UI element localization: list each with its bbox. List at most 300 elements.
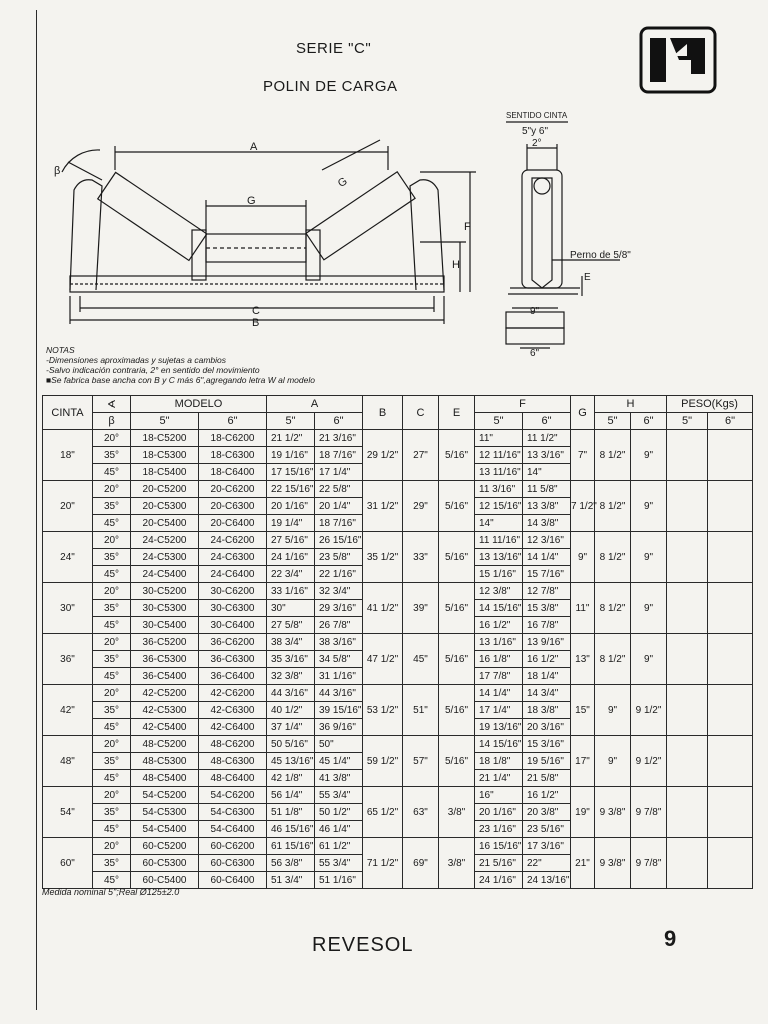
a-5-cell: 30" — [267, 600, 315, 617]
a-6-cell: 18 7/16" — [315, 447, 363, 464]
g-cell: 21" — [571, 838, 595, 889]
peso-6-cell — [708, 838, 753, 889]
modelo-5-cell: 18-C5400 — [131, 464, 199, 481]
dim-g-incline-label: G — [335, 175, 350, 191]
b-cell: 35 1/2" — [363, 532, 403, 583]
col-a: A — [267, 396, 363, 413]
col-a-6: 6" — [315, 413, 363, 430]
h-5-cell: 9" — [595, 736, 631, 787]
a-5-cell: 19 1/4" — [267, 515, 315, 532]
a-5-cell: 35 3/16" — [267, 651, 315, 668]
f-6-cell: 19 5/16" — [523, 753, 571, 770]
beta-cell: 20° — [93, 736, 131, 753]
f-6-cell: 13 3/8" — [523, 498, 571, 515]
table-row — [43, 838, 753, 855]
f-5-cell: 13 11/16" — [475, 464, 523, 481]
modelo-6-cell: 48-C6200 — [199, 736, 267, 753]
a-5-cell: 46 15/16" — [267, 821, 315, 838]
f-6-cell: 13 9/16" — [523, 634, 571, 651]
page-margin-line — [36, 10, 37, 1010]
modelo-5-cell: 20-C5300 — [131, 498, 199, 515]
modelo-6-cell: 48-C6300 — [199, 753, 267, 770]
c-cell: 27" — [403, 430, 439, 481]
f-5-cell: 16 1/2" — [475, 617, 523, 634]
table-row — [43, 481, 753, 498]
beta-cell: 45° — [93, 872, 131, 889]
a-5-cell: 61 15/16" — [267, 838, 315, 855]
f-5-cell: 14 15/16" — [475, 600, 523, 617]
beta-cell: 20° — [93, 481, 131, 498]
a-5-cell: 33 1/16" — [267, 583, 315, 600]
h-5-cell: 8 1/2" — [595, 481, 631, 532]
beta-cell: 20° — [93, 787, 131, 804]
cinta-cell: 30" — [43, 583, 93, 634]
f-5-cell: 24 1/16" — [475, 872, 523, 889]
a-6-cell: 17 1/4" — [315, 464, 363, 481]
peso-5-cell — [667, 787, 708, 838]
f-6-cell: 11 1/2" — [523, 430, 571, 447]
col-peso-5: 5" — [667, 413, 708, 430]
modelo-6-cell: 60-C6200 — [199, 838, 267, 855]
dim-a-label: A — [250, 141, 258, 153]
cinta-cell: 42" — [43, 685, 93, 736]
peso-6-cell — [708, 685, 753, 736]
a-6-cell: 55 3/4" — [315, 855, 363, 872]
col-modelo: MODELO — [131, 396, 267, 413]
f-5-cell: 14" — [475, 515, 523, 532]
b-cell: 59 1/2" — [363, 736, 403, 787]
modelo-6-cell: 24-C6300 — [199, 549, 267, 566]
dim-e-label: E — [584, 272, 591, 283]
f-5-cell: 13 1/16" — [475, 634, 523, 651]
c-cell: 33" — [403, 532, 439, 583]
col-beta: β — [93, 413, 131, 430]
brand-name: REVESOL — [312, 934, 414, 956]
peso-5-cell — [667, 685, 708, 736]
modelo-5-cell: 24-C5400 — [131, 566, 199, 583]
modelo-6-cell: 36-C6200 — [199, 634, 267, 651]
h-5-cell: 9 3/8" — [595, 787, 631, 838]
notes-block — [46, 345, 315, 385]
col-modelo-6: 6" — [199, 413, 267, 430]
modelo-5-cell: 48-C5200 — [131, 736, 199, 753]
note-line: -Salvo indicación contraria, 2° en sentido del movimiento — [46, 365, 260, 375]
a-5-cell: 44 3/16" — [267, 685, 315, 702]
beta-cell: 35° — [93, 600, 131, 617]
peso-5-cell — [667, 532, 708, 583]
modelo-5-cell: 42-C5400 — [131, 719, 199, 736]
beta-cell: 45° — [93, 668, 131, 685]
modelo-6-cell: 36-C6400 — [199, 668, 267, 685]
a-6-cell: 26 7/8" — [315, 617, 363, 634]
a-5-cell: 51 3/4" — [267, 872, 315, 889]
a-6-cell: 18 7/16" — [315, 515, 363, 532]
col-h-5: 5" — [595, 413, 631, 430]
peso-6-cell — [708, 481, 753, 532]
a-6-cell: 55 3/4" — [315, 787, 363, 804]
beta-cell: 20° — [93, 685, 131, 702]
col-c: C — [403, 396, 439, 430]
a-5-cell: 17 15/16" — [267, 464, 315, 481]
notes-title: NOTAS — [46, 345, 75, 355]
modelo-5-cell: 18-C5300 — [131, 447, 199, 464]
f-5-cell: 16 1/8" — [475, 651, 523, 668]
a-5-cell: 56 1/4" — [267, 787, 315, 804]
cinta-cell: 18" — [43, 430, 93, 481]
note-line: ■Se fabrica base ancha con B y C más 6",agregando letra W al modelo — [46, 375, 315, 385]
col-f-5: 5" — [475, 413, 523, 430]
cinta-cell: 36" — [43, 634, 93, 685]
a-5-cell: 37 1/4" — [267, 719, 315, 736]
peso-6-cell — [708, 583, 753, 634]
spec-table — [42, 395, 753, 889]
modelo-5-cell: 60-C5300 — [131, 855, 199, 872]
a-6-cell: 51 1/16" — [315, 872, 363, 889]
f-6-cell: 21 5/8" — [523, 770, 571, 787]
e-cell: 5/16" — [439, 736, 475, 787]
beta-cell: 45° — [93, 566, 131, 583]
beta-cell: 20° — [93, 430, 131, 447]
modelo-6-cell: 60-C6400 — [199, 872, 267, 889]
a-6-cell: 50" — [315, 736, 363, 753]
a-6-cell: 32 3/4" — [315, 583, 363, 600]
col-peso: PESO(Kgs) — [667, 396, 753, 413]
beta-cell: 20° — [93, 532, 131, 549]
table-row — [43, 532, 753, 549]
peso-6-cell — [708, 430, 753, 481]
c-cell: 39" — [403, 583, 439, 634]
f-5-cell: 16 15/16" — [475, 838, 523, 855]
idler-technical-drawing — [40, 100, 680, 359]
h-6-cell: 9" — [631, 430, 667, 481]
g-cell: 7 1/2" — [571, 481, 595, 532]
modelo-5-cell: 36-C5200 — [131, 634, 199, 651]
beta-cell: 35° — [93, 753, 131, 770]
f-6-cell: 23 5/16" — [523, 821, 571, 838]
col-h: H — [595, 396, 667, 413]
a-6-cell: 23 5/8" — [315, 549, 363, 566]
modelo-5-cell: 30-C5400 — [131, 617, 199, 634]
b-cell: 53 1/2" — [363, 685, 403, 736]
beta-cell: 35° — [93, 498, 131, 515]
modelo-6-cell: 24-C6400 — [199, 566, 267, 583]
f-5-cell: 20 1/16" — [475, 804, 523, 821]
dim-c-label: C — [252, 305, 260, 317]
peso-6-cell — [708, 736, 753, 787]
f-5-cell: 19 13/16" — [475, 719, 523, 736]
a-5-cell: 19 1/16" — [267, 447, 315, 464]
cinta-cell: 54" — [43, 787, 93, 838]
modelo-5-cell: 20-C5200 — [131, 481, 199, 498]
col-g: G — [571, 396, 595, 430]
beta-cell: 45° — [93, 515, 131, 532]
f-5-cell: 17 7/8" — [475, 668, 523, 685]
modelo-6-cell: 42-C6300 — [199, 702, 267, 719]
modelo-6-cell: 48-C6400 — [199, 770, 267, 787]
f-6-cell: 18 1/4" — [523, 668, 571, 685]
modelo-6-cell: 42-C6400 — [199, 719, 267, 736]
modelo-6-cell: 20-C6400 — [199, 515, 267, 532]
g-cell: 7" — [571, 430, 595, 481]
e-cell: 5/16" — [439, 481, 475, 532]
peso-6-cell — [708, 787, 753, 838]
beta-cell: 35° — [93, 549, 131, 566]
b-cell: 41 1/2" — [363, 583, 403, 634]
f-6-cell: 24 13/16" — [523, 872, 571, 889]
peso-6-cell — [708, 634, 753, 685]
dim-b-label: B — [252, 317, 260, 329]
cinta-cell: 48" — [43, 736, 93, 787]
side-size-label: 5"y 6" — [522, 126, 549, 137]
col-a-5: 5" — [267, 413, 315, 430]
h-6-cell: 9" — [631, 532, 667, 583]
a-6-cell: 29 3/16" — [315, 600, 363, 617]
a-5-cell: 51 1/8" — [267, 804, 315, 821]
f-6-cell: 15 7/16" — [523, 566, 571, 583]
b-cell: 47 1/2" — [363, 634, 403, 685]
a-6-cell: 39 15/16" — [315, 702, 363, 719]
modelo-5-cell: 36-C5300 — [131, 651, 199, 668]
modelo-5-cell: 42-C5300 — [131, 702, 199, 719]
a-6-cell: 21 3/16" — [315, 430, 363, 447]
modelo-5-cell: 20-C5400 — [131, 515, 199, 532]
c-cell: 51" — [403, 685, 439, 736]
a-6-cell: 31 1/16" — [315, 668, 363, 685]
modelo-6-cell: 18-C6400 — [199, 464, 267, 481]
f-5-cell: 12 11/16" — [475, 447, 523, 464]
e-cell: 3/8" — [439, 838, 475, 889]
modelo-5-cell: 60-C5400 — [131, 872, 199, 889]
f-6-cell: 12 7/8" — [523, 583, 571, 600]
modelo-6-cell: 54-C6300 — [199, 804, 267, 821]
f-5-cell: 15 1/16" — [475, 566, 523, 583]
beta-cell: 35° — [93, 651, 131, 668]
a-6-cell: 44 3/16" — [315, 685, 363, 702]
peso-5-cell — [667, 634, 708, 685]
f-6-cell: 22" — [523, 855, 571, 872]
g-cell: 11" — [571, 583, 595, 634]
col-b: B — [363, 396, 403, 430]
modelo-6-cell: 30-C6200 — [199, 583, 267, 600]
f-6-cell: 14 1/4" — [523, 549, 571, 566]
a-6-cell: 41 3/8" — [315, 770, 363, 787]
a-6-cell: 46 1/4" — [315, 821, 363, 838]
f-6-cell: 14 3/8" — [523, 515, 571, 532]
a-5-cell: 56 3/8" — [267, 855, 315, 872]
modelo-6-cell: 54-C6200 — [199, 787, 267, 804]
col-angle-symbol: ∢ — [93, 396, 131, 413]
modelo-5-cell: 54-C5300 — [131, 804, 199, 821]
beta-cell: 35° — [93, 702, 131, 719]
f-6-cell: 15 3/16" — [523, 736, 571, 753]
beta-cell: 20° — [93, 583, 131, 600]
beta-cell: 20° — [93, 634, 131, 651]
sentido-cinta-label: SENTIDO CINTA — [506, 111, 568, 120]
modelo-6-cell: 24-C6200 — [199, 532, 267, 549]
g-cell: 15" — [571, 685, 595, 736]
dim-h-label: H — [452, 259, 460, 271]
note-line: -Dimensiones aproximadas y sujetas a cambios — [46, 355, 226, 365]
side-angle-label: 2° — [532, 138, 542, 149]
f-5-cell: 14 1/4" — [475, 685, 523, 702]
a-6-cell: 20 1/4" — [315, 498, 363, 515]
a-6-cell: 22 1/16" — [315, 566, 363, 583]
modelo-6-cell: 20-C6300 — [199, 498, 267, 515]
a-6-cell: 38 3/16" — [315, 634, 363, 651]
modelo-5-cell: 24-C5200 — [131, 532, 199, 549]
a-5-cell: 20 1/16" — [267, 498, 315, 515]
modelo-5-cell: 36-C5400 — [131, 668, 199, 685]
h-6-cell: 9" — [631, 583, 667, 634]
a-5-cell: 45 13/16" — [267, 753, 315, 770]
f-6-cell: 20 3/16" — [523, 719, 571, 736]
page-subtitle: POLIN DE CARGA — [263, 78, 398, 95]
dim-g-label: G — [247, 195, 256, 207]
peso-5-cell — [667, 838, 708, 889]
e-cell: 5/16" — [439, 634, 475, 685]
beta-cell: 35° — [93, 855, 131, 872]
a-5-cell: 27 5/16" — [267, 532, 315, 549]
f-5-cell: 13 13/16" — [475, 549, 523, 566]
modelo-6-cell: 30-C6300 — [199, 600, 267, 617]
table-row — [43, 787, 753, 804]
beta-cell: 35° — [93, 804, 131, 821]
peso-5-cell — [667, 736, 708, 787]
modelo-6-cell: 36-C6300 — [199, 651, 267, 668]
company-logo-icon — [639, 26, 717, 94]
e-cell: 3/8" — [439, 787, 475, 838]
col-f-6: 6" — [523, 413, 571, 430]
h-5-cell: 8 1/2" — [595, 634, 631, 685]
f-6-cell: 17 3/16" — [523, 838, 571, 855]
f-5-cell: 21 5/16" — [475, 855, 523, 872]
modelo-5-cell: 60-C5200 — [131, 838, 199, 855]
c-cell: 63" — [403, 787, 439, 838]
a-5-cell: 32 3/8" — [267, 668, 315, 685]
f-6-cell: 13 3/16" — [523, 447, 571, 464]
col-f: F — [475, 396, 571, 413]
a-5-cell: 38 3/4" — [267, 634, 315, 651]
modelo-5-cell: 48-C5300 — [131, 753, 199, 770]
h-5-cell: 8 1/2" — [595, 430, 631, 481]
modelo-5-cell: 24-C5300 — [131, 549, 199, 566]
cinta-cell: 20" — [43, 481, 93, 532]
a-5-cell: 22 3/4" — [267, 566, 315, 583]
e-cell: 5/16" — [439, 583, 475, 634]
f-5-cell: 23 1/16" — [475, 821, 523, 838]
peso-5-cell — [667, 583, 708, 634]
series-title: SERIE "C" — [296, 40, 372, 57]
modelo-6-cell: 30-C6400 — [199, 617, 267, 634]
f-5-cell: 12 3/8" — [475, 583, 523, 600]
table-row — [43, 685, 753, 702]
e-cell: 5/16" — [439, 532, 475, 583]
h-6-cell: 9" — [631, 634, 667, 685]
footnote: Medida nominal 5";Real Ø125±2.0 — [42, 887, 180, 897]
beta-cell: 20° — [93, 838, 131, 855]
perno-label: Perno de 5/8" — [570, 250, 631, 261]
modelo-5-cell: 18-C5200 — [131, 430, 199, 447]
h-6-cell: 9 7/8" — [631, 787, 667, 838]
g-cell: 17" — [571, 736, 595, 787]
f-6-cell: 11 5/8" — [523, 481, 571, 498]
table-row — [43, 634, 753, 651]
col-modelo-5: 5" — [131, 413, 199, 430]
h-6-cell: 9" — [631, 481, 667, 532]
beta-label: β — [54, 165, 61, 177]
a-6-cell: 45 1/4" — [315, 753, 363, 770]
a-6-cell: 50 1/2" — [315, 804, 363, 821]
page-number: 9 — [664, 926, 677, 951]
a-5-cell: 40 1/2" — [267, 702, 315, 719]
beta-cell: 45° — [93, 821, 131, 838]
a-5-cell: 42 1/8" — [267, 770, 315, 787]
h-5-cell: 9" — [595, 685, 631, 736]
c-cell: 29" — [403, 481, 439, 532]
b-cell: 65 1/2" — [363, 787, 403, 838]
f-5-cell: 17 1/4" — [475, 702, 523, 719]
modelo-6-cell: 18-C6200 — [199, 430, 267, 447]
f-5-cell: 11 11/16" — [475, 532, 523, 549]
b-cell: 29 1/2" — [363, 430, 403, 481]
a-6-cell: 34 5/8" — [315, 651, 363, 668]
a-5-cell: 24 1/16" — [267, 549, 315, 566]
a-6-cell: 36 9/16" — [315, 719, 363, 736]
g-cell: 13" — [571, 634, 595, 685]
plan-nine-label: 9" — [530, 306, 540, 317]
modelo-6-cell: 54-C6400 — [199, 821, 267, 838]
e-cell: 5/16" — [439, 685, 475, 736]
modelo-5-cell: 48-C5400 — [131, 770, 199, 787]
col-e: E — [439, 396, 475, 430]
h-5-cell: 8 1/2" — [595, 532, 631, 583]
a-5-cell: 27 5/8" — [267, 617, 315, 634]
a-5-cell: 21 1/2" — [267, 430, 315, 447]
f-6-cell: 12 3/16" — [523, 532, 571, 549]
f-5-cell: 18 1/8" — [475, 753, 523, 770]
plan-six-label: 6" — [530, 348, 540, 359]
a-6-cell: 26 15/16" — [315, 532, 363, 549]
table-row — [43, 583, 753, 600]
beta-cell: 35° — [93, 447, 131, 464]
col-h-6: 6" — [631, 413, 667, 430]
h-6-cell: 9 7/8" — [631, 838, 667, 889]
e-cell: 5/16" — [439, 430, 475, 481]
f-5-cell: 14 15/16" — [475, 736, 523, 753]
f-5-cell: 21 1/4" — [475, 770, 523, 787]
f-6-cell: 15 3/8" — [523, 600, 571, 617]
a-6-cell: 61 1/2" — [315, 838, 363, 855]
table-row — [43, 736, 753, 753]
cinta-cell: 60" — [43, 838, 93, 889]
spec-table-body — [43, 430, 753, 889]
beta-cell: 45° — [93, 770, 131, 787]
a-5-cell: 50 5/16" — [267, 736, 315, 753]
f-6-cell: 14 3/4" — [523, 685, 571, 702]
a-5-cell: 22 15/16" — [267, 481, 315, 498]
f-6-cell: 16 1/2" — [523, 787, 571, 804]
modelo-6-cell: 20-C6200 — [199, 481, 267, 498]
table-row — [43, 430, 753, 447]
c-cell: 57" — [403, 736, 439, 787]
modelo-5-cell: 30-C5200 — [131, 583, 199, 600]
dim-f-label: F — [464, 221, 471, 233]
modelo-6-cell: 60-C6300 — [199, 855, 267, 872]
b-cell: 31 1/2" — [363, 481, 403, 532]
cinta-cell: 24" — [43, 532, 93, 583]
modelo-5-cell: 54-C5400 — [131, 821, 199, 838]
g-cell: 19" — [571, 787, 595, 838]
